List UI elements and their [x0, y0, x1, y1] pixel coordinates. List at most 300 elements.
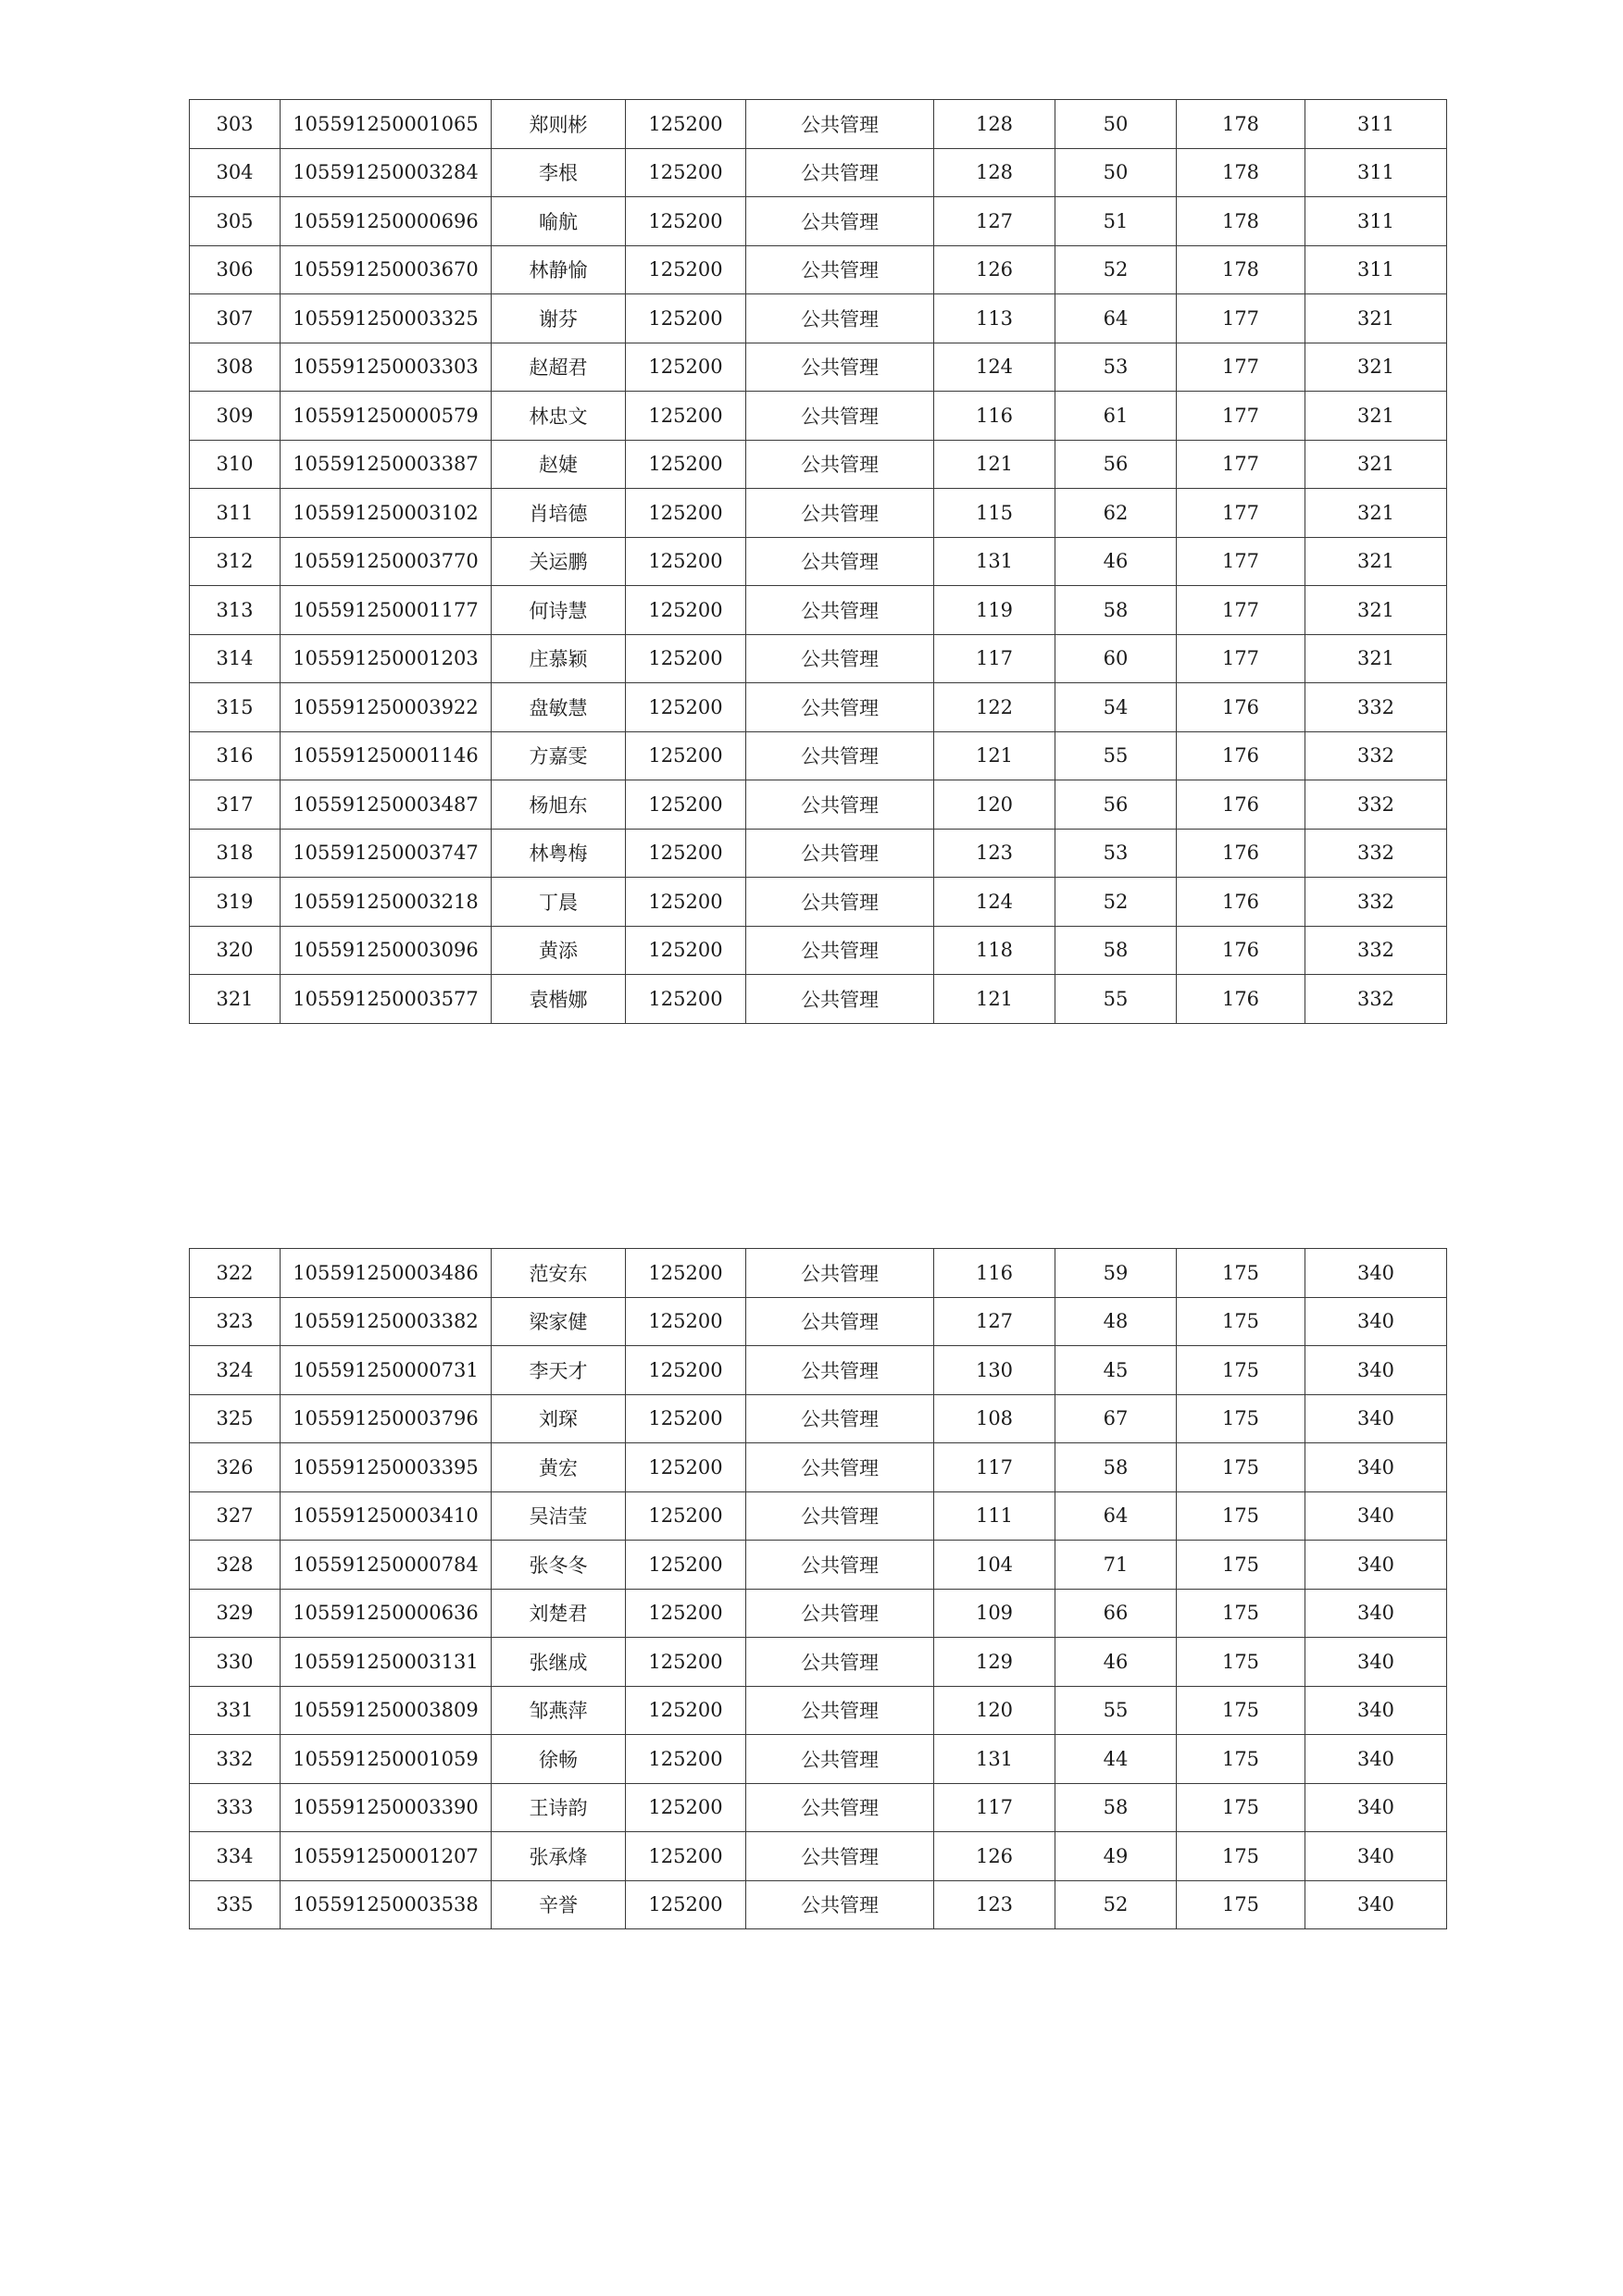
rank-cell: 332 — [1305, 731, 1447, 780]
score-b-cell: 67 — [1055, 1394, 1177, 1443]
exam-id-cell: 105591250003102 — [281, 489, 492, 538]
major-cell: 公共管理 — [746, 683, 934, 732]
seq-cell: 315 — [190, 683, 281, 732]
seq-cell: 316 — [190, 731, 281, 780]
score-a-cell: 104 — [934, 1541, 1055, 1590]
major-cell: 公共管理 — [746, 1880, 934, 1929]
table-row — [190, 829, 1447, 878]
rank-cell: 332 — [1305, 780, 1447, 830]
major-code-cell: 125200 — [626, 731, 746, 780]
exam-id-cell: 105591250003325 — [281, 294, 492, 343]
exam-id-cell: 105591250003809 — [281, 1686, 492, 1735]
table-row — [190, 1443, 1447, 1492]
total-score-cell: 177 — [1177, 440, 1305, 489]
name-cell: 袁楷娜 — [492, 975, 626, 1024]
major-cell: 公共管理 — [746, 537, 934, 586]
table-row — [190, 1394, 1447, 1443]
rank-cell: 340 — [1305, 1638, 1447, 1687]
score-b-cell: 55 — [1055, 731, 1177, 780]
total-score-cell: 177 — [1177, 489, 1305, 538]
name-cell: 谢芬 — [492, 294, 626, 343]
rank-cell: 321 — [1305, 489, 1447, 538]
score-a-cell: 131 — [934, 537, 1055, 586]
major-code-cell: 125200 — [626, 1783, 746, 1832]
major-cell: 公共管理 — [746, 1297, 934, 1346]
total-score-cell: 175 — [1177, 1686, 1305, 1735]
major-cell: 公共管理 — [746, 1443, 934, 1492]
rank-cell: 340 — [1305, 1686, 1447, 1735]
rank-cell: 321 — [1305, 294, 1447, 343]
total-score-cell: 175 — [1177, 1491, 1305, 1541]
table-row — [190, 1832, 1447, 1881]
table-row — [190, 148, 1447, 197]
score-a-cell: 113 — [934, 294, 1055, 343]
name-cell: 杨旭东 — [492, 780, 626, 830]
exam-id-cell: 105591250001059 — [281, 1735, 492, 1784]
table-row — [190, 1249, 1447, 1298]
rank-cell: 311 — [1305, 148, 1447, 197]
major-code-cell: 125200 — [626, 1638, 746, 1687]
score-table-bottom — [189, 1248, 1447, 1929]
seq-cell: 318 — [190, 829, 281, 878]
table-row — [190, 537, 1447, 586]
major-code-cell: 125200 — [626, 1589, 746, 1638]
major-code-cell: 125200 — [626, 148, 746, 197]
score-a-cell: 123 — [934, 829, 1055, 878]
table-row — [190, 489, 1447, 538]
exam-id-cell: 105591250001207 — [281, 1832, 492, 1881]
score-b-cell: 50 — [1055, 148, 1177, 197]
name-cell: 方嘉雯 — [492, 731, 626, 780]
major-cell: 公共管理 — [746, 1686, 934, 1735]
total-score-cell: 177 — [1177, 294, 1305, 343]
major-code-cell: 125200 — [626, 1491, 746, 1541]
rank-cell: 321 — [1305, 634, 1447, 683]
total-score-cell: 176 — [1177, 829, 1305, 878]
total-score-cell: 176 — [1177, 731, 1305, 780]
exam-id-cell: 105591250000731 — [281, 1346, 492, 1395]
exam-id-cell: 105591250000696 — [281, 197, 492, 246]
seq-cell: 314 — [190, 634, 281, 683]
major-code-cell: 125200 — [626, 1686, 746, 1735]
total-score-cell: 175 — [1177, 1832, 1305, 1881]
seq-cell: 307 — [190, 294, 281, 343]
major-code-cell: 125200 — [626, 537, 746, 586]
seq-cell: 324 — [190, 1346, 281, 1395]
score-a-cell: 124 — [934, 878, 1055, 927]
major-code-cell: 125200 — [626, 440, 746, 489]
score-a-cell: 128 — [934, 148, 1055, 197]
score-b-cell: 52 — [1055, 878, 1177, 927]
score-b-cell: 62 — [1055, 489, 1177, 538]
score-b-cell: 44 — [1055, 1735, 1177, 1784]
score-a-cell: 120 — [934, 780, 1055, 830]
score-a-cell: 109 — [934, 1589, 1055, 1638]
name-cell: 庄慕颖 — [492, 634, 626, 683]
name-cell: 赵婕 — [492, 440, 626, 489]
seq-cell: 313 — [190, 586, 281, 635]
major-cell: 公共管理 — [746, 1783, 934, 1832]
score-b-cell: 49 — [1055, 1832, 1177, 1881]
table-row — [190, 1589, 1447, 1638]
name-cell: 盘敏慧 — [492, 683, 626, 732]
major-cell: 公共管理 — [746, 100, 934, 149]
score-b-cell: 48 — [1055, 1297, 1177, 1346]
total-score-cell: 175 — [1177, 1589, 1305, 1638]
seq-cell: 327 — [190, 1491, 281, 1541]
total-score-cell: 178 — [1177, 245, 1305, 294]
table-body — [190, 100, 1447, 1024]
name-cell: 张冬冬 — [492, 1541, 626, 1590]
score-a-cell: 122 — [934, 683, 1055, 732]
total-score-cell: 175 — [1177, 1394, 1305, 1443]
major-code-cell: 125200 — [626, 634, 746, 683]
table-row — [190, 1346, 1447, 1395]
rank-cell: 321 — [1305, 343, 1447, 392]
exam-id-cell: 105591250001146 — [281, 731, 492, 780]
major-cell: 公共管理 — [746, 1832, 934, 1881]
seq-cell: 323 — [190, 1297, 281, 1346]
score-a-cell: 126 — [934, 245, 1055, 294]
exam-id-cell: 105591250003390 — [281, 1783, 492, 1832]
major-code-cell: 125200 — [626, 245, 746, 294]
exam-id-cell: 105591250001203 — [281, 634, 492, 683]
rank-cell: 311 — [1305, 245, 1447, 294]
score-a-cell: 117 — [934, 1443, 1055, 1492]
rank-cell: 332 — [1305, 975, 1447, 1024]
table-row — [190, 1638, 1447, 1687]
total-score-cell: 175 — [1177, 1541, 1305, 1590]
score-b-cell: 54 — [1055, 683, 1177, 732]
score-a-cell: 111 — [934, 1491, 1055, 1541]
table-row — [190, 1880, 1447, 1929]
major-cell: 公共管理 — [746, 926, 934, 975]
major-code-cell: 125200 — [626, 1443, 746, 1492]
major-code-cell: 125200 — [626, 1880, 746, 1929]
exam-id-cell: 105591250000784 — [281, 1541, 492, 1590]
name-cell: 赵超君 — [492, 343, 626, 392]
score-b-cell: 50 — [1055, 100, 1177, 149]
name-cell: 肖培德 — [492, 489, 626, 538]
total-score-cell: 178 — [1177, 100, 1305, 149]
name-cell: 吴洁莹 — [492, 1491, 626, 1541]
major-cell: 公共管理 — [746, 1541, 934, 1590]
table-row — [190, 392, 1447, 441]
rank-cell: 332 — [1305, 878, 1447, 927]
major-cell: 公共管理 — [746, 731, 934, 780]
name-cell: 黄宏 — [492, 1443, 626, 1492]
major-code-cell: 125200 — [626, 343, 746, 392]
exam-id-cell: 105591250000636 — [281, 1589, 492, 1638]
exam-id-cell: 105591250003410 — [281, 1491, 492, 1541]
score-a-cell: 116 — [934, 1249, 1055, 1298]
exam-id-cell: 105591250003382 — [281, 1297, 492, 1346]
score-a-cell: 120 — [934, 1686, 1055, 1735]
score-a-cell: 127 — [934, 197, 1055, 246]
table-row — [190, 1783, 1447, 1832]
score-a-cell: 117 — [934, 1783, 1055, 1832]
name-cell: 刘楚君 — [492, 1589, 626, 1638]
score-b-cell: 56 — [1055, 440, 1177, 489]
major-cell: 公共管理 — [746, 634, 934, 683]
major-cell: 公共管理 — [746, 440, 934, 489]
major-cell: 公共管理 — [746, 586, 934, 635]
major-cell: 公共管理 — [746, 489, 934, 538]
total-score-cell: 177 — [1177, 586, 1305, 635]
major-code-cell: 125200 — [626, 780, 746, 830]
rank-cell: 332 — [1305, 683, 1447, 732]
exam-id-cell: 105591250003538 — [281, 1880, 492, 1929]
score-b-cell: 51 — [1055, 197, 1177, 246]
name-cell: 林静愉 — [492, 245, 626, 294]
table-row — [190, 683, 1447, 732]
score-a-cell: 130 — [934, 1346, 1055, 1395]
name-cell: 郑则彬 — [492, 100, 626, 149]
name-cell: 邹燕萍 — [492, 1686, 626, 1735]
score-b-cell: 59 — [1055, 1249, 1177, 1298]
score-a-cell: 124 — [934, 343, 1055, 392]
score-a-cell: 123 — [934, 1880, 1055, 1929]
rank-cell: 340 — [1305, 1783, 1447, 1832]
exam-id-cell: 105591250003131 — [281, 1638, 492, 1687]
seq-cell: 334 — [190, 1832, 281, 1881]
major-cell: 公共管理 — [746, 197, 934, 246]
total-score-cell: 177 — [1177, 392, 1305, 441]
major-cell: 公共管理 — [746, 343, 934, 392]
score-b-cell: 55 — [1055, 975, 1177, 1024]
score-b-cell: 61 — [1055, 392, 1177, 441]
rank-cell: 321 — [1305, 586, 1447, 635]
major-code-cell: 125200 — [626, 489, 746, 538]
score-b-cell: 45 — [1055, 1346, 1177, 1395]
name-cell: 徐畅 — [492, 1735, 626, 1784]
score-b-cell: 60 — [1055, 634, 1177, 683]
exam-id-cell: 105591250003395 — [281, 1443, 492, 1492]
rank-cell: 340 — [1305, 1491, 1447, 1541]
major-cell: 公共管理 — [746, 878, 934, 927]
name-cell: 王诗韵 — [492, 1783, 626, 1832]
name-cell: 林忠文 — [492, 392, 626, 441]
seq-cell: 308 — [190, 343, 281, 392]
exam-id-cell: 105591250001065 — [281, 100, 492, 149]
seq-cell: 330 — [190, 1638, 281, 1687]
major-cell: 公共管理 — [746, 148, 934, 197]
seq-cell: 303 — [190, 100, 281, 149]
score-b-cell: 56 — [1055, 780, 1177, 830]
major-code-cell: 125200 — [626, 1249, 746, 1298]
seq-cell: 332 — [190, 1735, 281, 1784]
name-cell: 喻航 — [492, 197, 626, 246]
total-score-cell: 177 — [1177, 343, 1305, 392]
score-b-cell: 58 — [1055, 1443, 1177, 1492]
major-cell: 公共管理 — [746, 1249, 934, 1298]
name-cell: 何诗慧 — [492, 586, 626, 635]
table-row — [190, 440, 1447, 489]
seq-cell: 305 — [190, 197, 281, 246]
seq-cell: 331 — [190, 1686, 281, 1735]
major-code-cell: 125200 — [626, 1735, 746, 1784]
major-code-cell: 125200 — [626, 1346, 746, 1395]
score-b-cell: 52 — [1055, 1880, 1177, 1929]
name-cell: 辛誉 — [492, 1880, 626, 1929]
major-code-cell: 125200 — [626, 392, 746, 441]
major-cell: 公共管理 — [746, 1735, 934, 1784]
major-code-cell: 125200 — [626, 1394, 746, 1443]
exam-id-cell: 105591250003096 — [281, 926, 492, 975]
exam-id-cell: 105591250000579 — [281, 392, 492, 441]
score-a-cell: 118 — [934, 926, 1055, 975]
table-row — [190, 245, 1447, 294]
major-cell: 公共管理 — [746, 1346, 934, 1395]
exam-id-cell: 105591250003670 — [281, 245, 492, 294]
score-b-cell: 46 — [1055, 1638, 1177, 1687]
seq-cell: 304 — [190, 148, 281, 197]
table-row — [190, 1541, 1447, 1590]
seq-cell: 335 — [190, 1880, 281, 1929]
rank-cell: 340 — [1305, 1832, 1447, 1881]
rank-cell: 340 — [1305, 1443, 1447, 1492]
rank-cell: 321 — [1305, 440, 1447, 489]
table-row — [190, 586, 1447, 635]
score-b-cell: 66 — [1055, 1589, 1177, 1638]
seq-cell: 333 — [190, 1783, 281, 1832]
total-score-cell: 175 — [1177, 1297, 1305, 1346]
table-row — [190, 294, 1447, 343]
total-score-cell: 176 — [1177, 878, 1305, 927]
major-cell: 公共管理 — [746, 1394, 934, 1443]
total-score-cell: 175 — [1177, 1735, 1305, 1784]
table-body — [190, 1249, 1447, 1929]
name-cell: 林粤梅 — [492, 829, 626, 878]
total-score-cell: 175 — [1177, 1346, 1305, 1395]
name-cell: 梁家健 — [492, 1297, 626, 1346]
score-a-cell: 121 — [934, 975, 1055, 1024]
major-code-cell: 125200 — [626, 586, 746, 635]
score-b-cell: 64 — [1055, 294, 1177, 343]
rank-cell: 340 — [1305, 1297, 1447, 1346]
major-cell: 公共管理 — [746, 1638, 934, 1687]
table-row — [190, 1735, 1447, 1784]
seq-cell: 320 — [190, 926, 281, 975]
seq-cell: 317 — [190, 780, 281, 830]
table-row — [190, 1686, 1447, 1735]
total-score-cell: 175 — [1177, 1249, 1305, 1298]
rank-cell: 340 — [1305, 1541, 1447, 1590]
score-a-cell: 108 — [934, 1394, 1055, 1443]
major-cell: 公共管理 — [746, 1491, 934, 1541]
major-cell: 公共管理 — [746, 392, 934, 441]
major-code-cell: 125200 — [626, 294, 746, 343]
major-cell: 公共管理 — [746, 975, 934, 1024]
seq-cell: 321 — [190, 975, 281, 1024]
total-score-cell: 177 — [1177, 634, 1305, 683]
score-b-cell: 52 — [1055, 245, 1177, 294]
major-code-cell: 125200 — [626, 1832, 746, 1881]
score-b-cell: 53 — [1055, 343, 1177, 392]
table-row — [190, 343, 1447, 392]
score-b-cell: 58 — [1055, 1783, 1177, 1832]
score-a-cell: 121 — [934, 440, 1055, 489]
name-cell: 张继成 — [492, 1638, 626, 1687]
total-score-cell: 176 — [1177, 780, 1305, 830]
major-cell: 公共管理 — [746, 829, 934, 878]
score-a-cell: 131 — [934, 1735, 1055, 1784]
name-cell: 关运鹏 — [492, 537, 626, 586]
score-b-cell: 53 — [1055, 829, 1177, 878]
score-a-cell: 126 — [934, 1832, 1055, 1881]
score-a-cell: 116 — [934, 392, 1055, 441]
exam-id-cell: 105591250003796 — [281, 1394, 492, 1443]
major-code-cell: 125200 — [626, 100, 746, 149]
total-score-cell: 178 — [1177, 197, 1305, 246]
major-cell: 公共管理 — [746, 780, 934, 830]
table-row — [190, 780, 1447, 830]
score-b-cell: 58 — [1055, 586, 1177, 635]
rank-cell: 321 — [1305, 392, 1447, 441]
major-code-cell: 125200 — [626, 1297, 746, 1346]
seq-cell: 311 — [190, 489, 281, 538]
name-cell: 黄添 — [492, 926, 626, 975]
exam-id-cell: 105591250003487 — [281, 780, 492, 830]
seq-cell: 325 — [190, 1394, 281, 1443]
score-b-cell: 71 — [1055, 1541, 1177, 1590]
exam-id-cell: 105591250003922 — [281, 683, 492, 732]
score-a-cell: 121 — [934, 731, 1055, 780]
major-cell: 公共管理 — [746, 294, 934, 343]
table-row — [190, 975, 1447, 1024]
seq-cell: 328 — [190, 1541, 281, 1590]
exam-id-cell: 105591250003486 — [281, 1249, 492, 1298]
name-cell: 李根 — [492, 148, 626, 197]
score-a-cell: 117 — [934, 634, 1055, 683]
score-b-cell: 58 — [1055, 926, 1177, 975]
score-b-cell: 64 — [1055, 1491, 1177, 1541]
score-b-cell: 46 — [1055, 537, 1177, 586]
table-row — [190, 731, 1447, 780]
score-a-cell: 128 — [934, 100, 1055, 149]
exam-id-cell: 105591250003387 — [281, 440, 492, 489]
exam-id-cell: 105591250003747 — [281, 829, 492, 878]
table-row — [190, 634, 1447, 683]
rank-cell: 311 — [1305, 197, 1447, 246]
exam-id-cell: 105591250003284 — [281, 148, 492, 197]
major-code-cell: 125200 — [626, 197, 746, 246]
total-score-cell: 176 — [1177, 926, 1305, 975]
major-cell: 公共管理 — [746, 245, 934, 294]
rank-cell: 340 — [1305, 1880, 1447, 1929]
rank-cell: 340 — [1305, 1249, 1447, 1298]
rank-cell: 340 — [1305, 1394, 1447, 1443]
major-code-cell: 125200 — [626, 829, 746, 878]
major-code-cell: 125200 — [626, 878, 746, 927]
major-cell: 公共管理 — [746, 1589, 934, 1638]
exam-id-cell: 105591250003218 — [281, 878, 492, 927]
seq-cell: 306 — [190, 245, 281, 294]
total-score-cell: 178 — [1177, 148, 1305, 197]
rank-cell: 321 — [1305, 537, 1447, 586]
score-a-cell: 129 — [934, 1638, 1055, 1687]
total-score-cell: 175 — [1177, 1880, 1305, 1929]
total-score-cell: 175 — [1177, 1638, 1305, 1687]
rank-cell: 340 — [1305, 1735, 1447, 1784]
seq-cell: 329 — [190, 1589, 281, 1638]
rank-cell: 340 — [1305, 1346, 1447, 1395]
table-row — [190, 926, 1447, 975]
rank-cell: 332 — [1305, 829, 1447, 878]
total-score-cell: 177 — [1177, 537, 1305, 586]
table-row — [190, 197, 1447, 246]
name-cell: 范安东 — [492, 1249, 626, 1298]
